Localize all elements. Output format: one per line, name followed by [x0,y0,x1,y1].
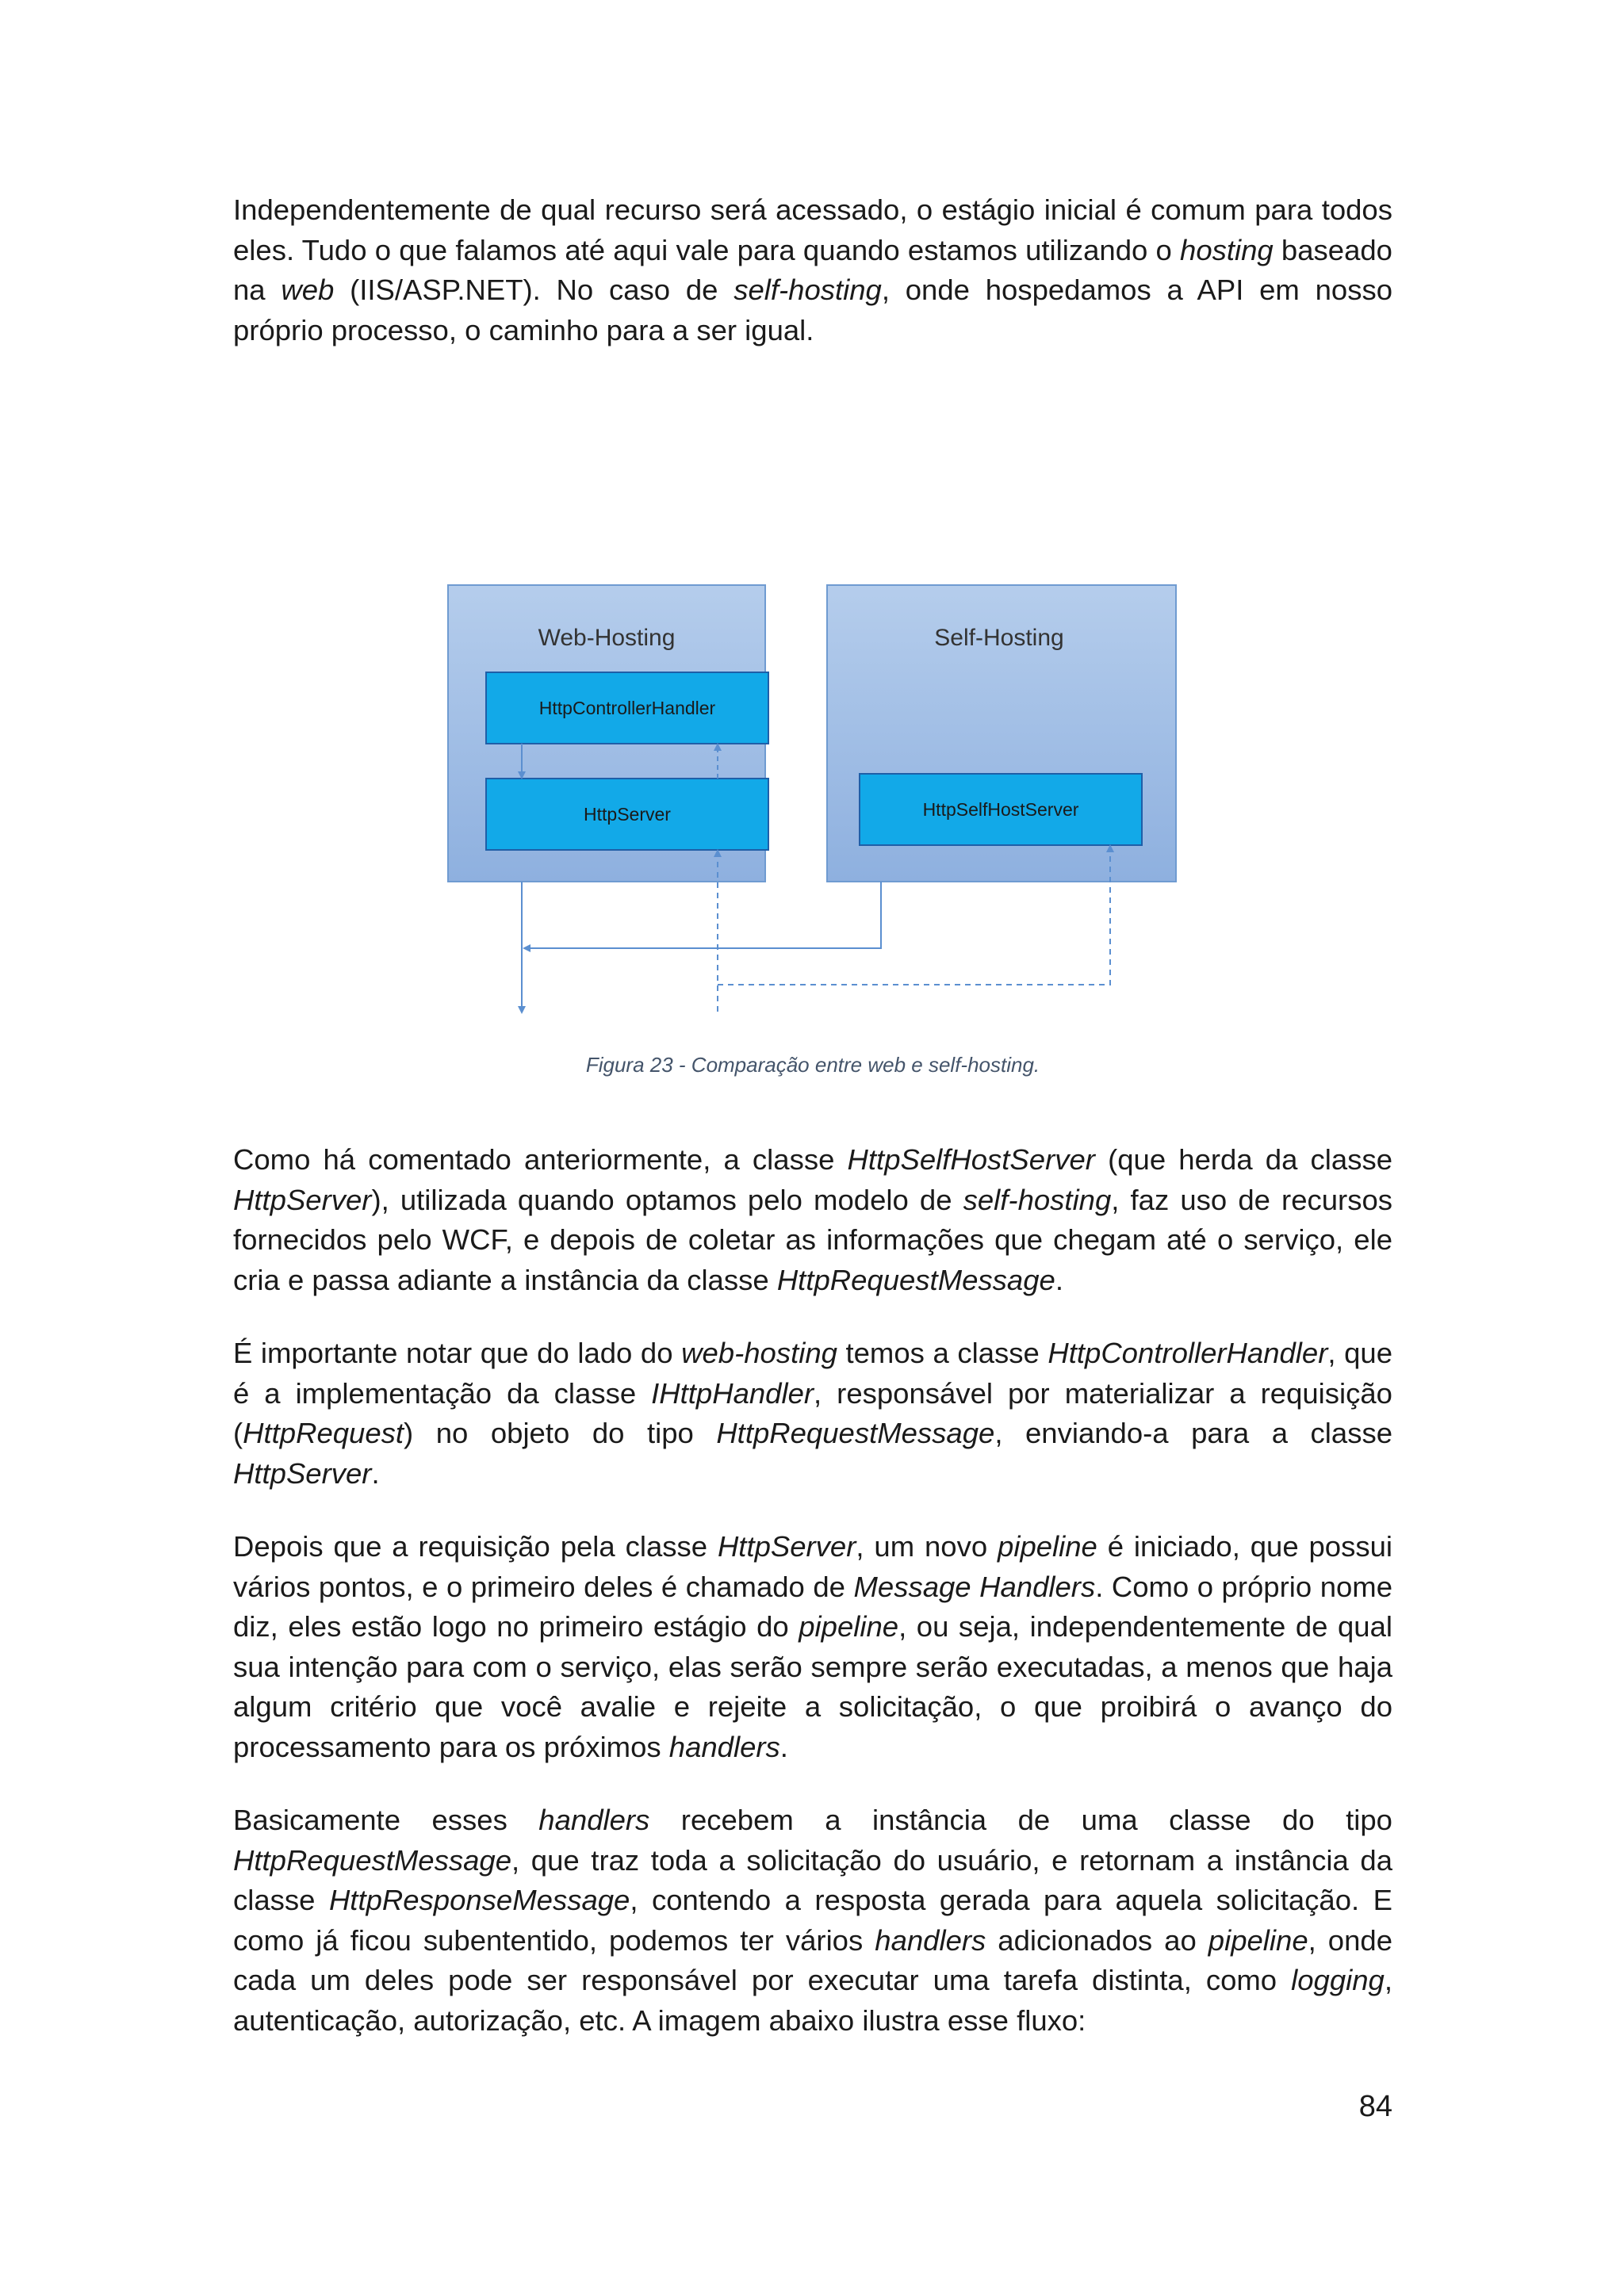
web-hosting-title: Web-Hosting [538,625,676,651]
emphasis-term: self-hosting [733,274,882,306]
emphasis-term: logging [1291,1964,1385,1996]
paragraph-self-host-server: Como há comentado anteriormente, a classe HttpSelfHostServer (que herda da classe HttpServer), utilizada quando optamos pelo modelo de self-hosting, faz uso de recursos fornecidos pelo WCF, e depois de coletar as informações que chegam até o serviço, ele cria e passa adiante a instância da classe HttpRequestMessage. [233,1143,1392,1296]
document-page [233,190,1392,2074]
figure-caption: Figura 23 - Comparação entre web e self-hosting. [585,1053,1040,1077]
paragraph-intro: Independentemente de qual recurso será acessado, o estágio inicial é comum para todos eles. Tudo o que falamos até aqui vale para quando estamos utilizando o hosting baseado na web (IIS/ASP.NET). No caso de self-hosting, onde hospedamos a API em nosso próprio processo, o caminho para a ser igual. [233,193,1392,346]
emphasis-term: handlers [668,1730,780,1763]
http-controller-handler-label: HttpControllerHandler [538,698,716,718]
http-server-label: HttpServer [584,804,671,825]
emphasis-term: HttpServer [717,1530,856,1563]
emphasis-term: web [281,274,335,306]
emphasis-term: HttpRequestMessage [233,1843,511,1877]
emphasis-term: IHttpHandler [651,1376,814,1410]
emphasis-term: HttpRequestMessage [716,1417,995,1449]
figure-web-vs-self-hosting [233,384,1392,1077]
emphasis-term: handlers [875,1923,986,1957]
emphasis-term: Message Handlers [853,1570,1096,1603]
emphasis-term: web-hosting [681,1337,837,1369]
emphasis-term: pipeline [998,1530,1097,1563]
emphasis-term: handlers [538,1804,650,1836]
emphasis-term: HttpSelfHostServer [847,1143,1095,1176]
emphasis-term: HttpServer [233,1183,372,1216]
emphasis-term: self-hosting [963,1183,1112,1216]
arrow-self-to-web [527,882,881,948]
emphasis-term: HttpRequestMessage [776,1263,1055,1296]
emphasis-term: pipeline [799,1610,899,1643]
emphasis-term: HttpControllerHandler [1048,1337,1328,1369]
hosting-diagram [233,384,1392,1037]
emphasis-term: hosting [1180,233,1274,266]
emphasis-term: HttpServer [233,1456,372,1490]
paragraph-web-hosting: É importante notar que do lado do web-hosting temos a classe HttpControllerHandler, que é a implementação da classe IHttpHandler, responsável por materializar a requisição (HttpRequest) no objeto do tipo HttpRequestMessage, enviando-a para a classe HttpServer. [233,1337,1392,1490]
self-hosting-title: Self-Hosting [934,625,1064,651]
emphasis-term: HttpResponseMessage [328,1884,630,1916]
emphasis-term: HttpRequest [243,1417,404,1449]
page-number: 84 [1358,2090,1392,2123]
emphasis-term: pipeline [1208,1923,1308,1957]
http-self-host-server-label: HttpSelfHostServer [922,799,1079,820]
paragraph-pipeline: Depois que a requisição pela classe HttpServer, um novo pipeline é iniciado, que possui vários pontos, e o primeiro deles é chamado de Message Handlers. Como o próprio nome diz, eles estão logo no primeiro estágio do pipeline, ou seja, independentemente de qual sua intenção para com o serviço, elas serão sempre serão executadas, a menos que haja algum critério que você avalie e rejeite a solicitação, o que proibirá o avanço do processamento para os próximos handlers. [233,1530,1393,1763]
paragraph-handlers: Basicamente esses handlers recebem a instância de uma classe do tipo HttpRequestMessage, que traz toda a solicitação do usuário, e retornam a instância da classe HttpResponseMessage, contendo a resposta gerada para aquela solicitação. E como já ficou subententido, podemos ter vários handlers adicionados ao pipeline, onde cada um deles pode ser responsável por executar uma tarefa distinta, como logging, autenticação, autorização, etc. A imagem abaixo ilustra esse fluxo: [233,1804,1392,2037]
